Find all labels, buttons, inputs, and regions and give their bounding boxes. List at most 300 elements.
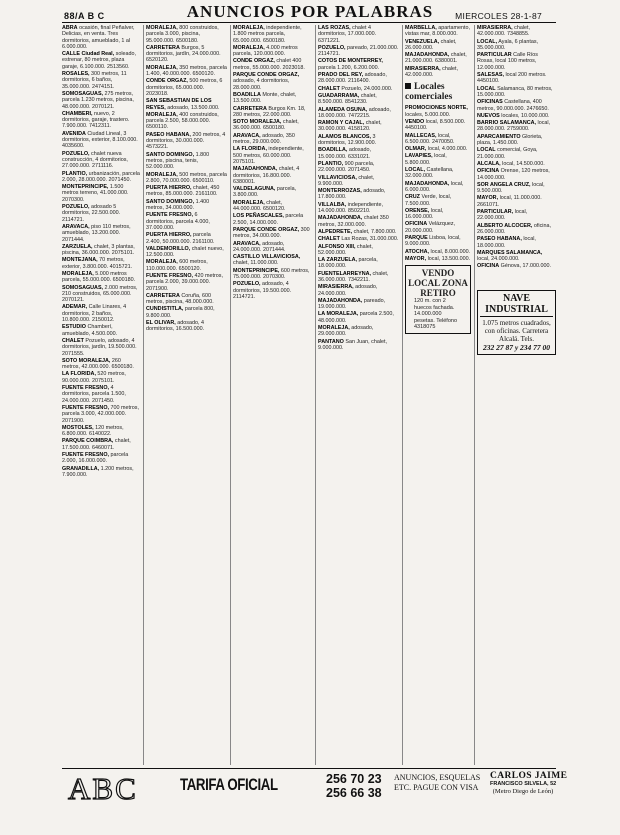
classified-ad <box>405 66 471 79</box>
classified-ad <box>318 72 399 85</box>
column-6-top <box>477 25 556 270</box>
classified-ad <box>318 93 399 106</box>
classified-ad <box>146 273 227 292</box>
vendo-local-title: VENDO LOCAL ZONA RETIRO <box>408 268 468 299</box>
ad-keyword: PUERTA HIERRO, <box>146 232 192 239</box>
ad-text: adosado, 24.000.000. <box>318 284 378 297</box>
classified-ad <box>233 241 312 254</box>
ad-text: Las Rozas, 31.000.000. <box>339 236 399 243</box>
classified-ad <box>233 166 312 185</box>
ad-keyword: ZARZUELA, <box>62 243 93 250</box>
ad-text: Ayala, 6 plantas, 35.000.000. <box>477 38 539 51</box>
ad-text: parcela 2.000, 16.000.000. <box>62 452 129 465</box>
ad-text: 5.000 metros parcela, 55.000.000. 6500180. <box>62 270 136 284</box>
ad-keyword: FUENTELARREYNA, <box>318 270 372 277</box>
ad-keyword: PANTANO <box>318 338 344 345</box>
ad-keyword: CARRETERA <box>146 44 180 51</box>
ad-text: adosado, 24.000.000. 2071444. <box>233 240 286 253</box>
classified-ad <box>233 200 312 213</box>
ad-keyword: ABRA <box>62 25 78 31</box>
ad-keyword: FUENTE FRESNO, <box>62 452 110 458</box>
classified-ad <box>233 92 312 105</box>
classified-ad <box>233 146 312 165</box>
ad-text: local, 22.000.000. <box>477 209 528 222</box>
classified-ad <box>405 249 471 255</box>
classified-ad <box>318 45 399 58</box>
ad-keyword: MONTERROZAS, <box>318 188 362 195</box>
ad-text: adosado, 4 dormitorios, 16.500.000. <box>146 320 205 333</box>
ad-keyword: SANTO DOMINGO, <box>146 151 195 158</box>
ad-text: adosado, 15.000.000. 6331021. <box>318 147 372 160</box>
ad-keyword: ATOCHA, <box>405 248 430 255</box>
ad-text: 260 metros, 42.000.000. 6500180. <box>62 357 134 371</box>
ad-keyword: MARBELLA, <box>405 25 437 31</box>
ad-keyword: POZUELO, <box>318 44 346 51</box>
ad-text: urbanización, parcela 2.000, 28.000.000. 2071450. <box>62 170 140 183</box>
ad-text: adosado 5 dormitorios, 22.500.000. 2114721. <box>62 204 121 223</box>
classified-ad <box>477 168 556 181</box>
ad-text: chalet, 11.000.000. <box>233 260 279 267</box>
classified-ad <box>405 146 471 152</box>
classified-ad <box>146 246 227 259</box>
classified-ad <box>318 120 399 133</box>
footer-note-line-1: ANUNCIOS, ESQUELAS <box>394 773 481 782</box>
ad-keyword: PARTICULAR, <box>477 209 514 216</box>
agency-address: FRANCISCO SILVELA, 52 <box>490 781 557 787</box>
classified-ad <box>62 285 140 304</box>
ad-text: Burgos, 5 dormitorios, jardín, 24.000.000. 6520120. <box>146 44 221 64</box>
classified-ad <box>318 236 399 242</box>
classified-ad <box>318 311 399 324</box>
classified-ad <box>233 106 312 119</box>
ad-keyword: MARQUES SALAMANCA, <box>477 249 543 256</box>
ad-text: Calle Linares, 4 dormitorios, 2 baños, 10.800.000. 2150012. <box>62 304 127 324</box>
ad-text: chalet, 36.000.000. 7342211. <box>318 270 389 283</box>
ad-text: comercial, Goya, 21.000.000. <box>477 147 538 160</box>
ad-text: 300 metros, 11 dormitorios, 6 baños, 35.000.000. 2474151. <box>62 71 127 90</box>
ad-text: 6 dormitorios, parcela 4.000, 37.000.000. <box>146 212 210 231</box>
ad-keyword: SOR ANGELA CRUZ, <box>477 181 531 188</box>
ad-text: local, 9.500.000. <box>477 181 545 195</box>
classified-ad <box>405 256 471 262</box>
ad-text: adosado, 4 dormitorios, 28.000.000. <box>233 78 290 91</box>
ad-text: chalet, 8.500.000. 8541230. <box>318 92 377 106</box>
ad-keyword: CUNDISTITLA, <box>146 306 184 313</box>
ad-text: adosado, 17.800.000. <box>318 188 386 201</box>
ad-text: Chamberí, amueblado, 4.500.000. <box>62 324 118 337</box>
ad-keyword: CHAMBERI, <box>62 110 93 117</box>
ad-keyword: MIRASIERRA, <box>405 65 441 72</box>
ad-text: apartamento, vistas mar, 8.000.000. <box>405 25 471 38</box>
classified-ad <box>62 452 140 465</box>
classified-ad <box>146 320 227 333</box>
ad-keyword: ALCALA, <box>477 160 501 167</box>
ad-keyword: MORALEJA, <box>146 64 178 71</box>
classified-ad <box>62 25 140 50</box>
ad-keyword: CARRETERA <box>146 292 180 299</box>
ad-keyword: GUADARRAMA, <box>318 92 360 99</box>
classified-ad <box>477 25 556 38</box>
ad-keyword: CHALET <box>318 85 340 92</box>
classified-ad <box>405 52 471 65</box>
ad-text: 1.400 metros, 34.000.000. <box>146 198 210 212</box>
ad-keyword: GRANADILLA, <box>62 465 100 472</box>
classified-ad <box>233 119 312 132</box>
ad-keyword: PROMOCIONES NORTE, <box>405 105 468 112</box>
classified-ad <box>405 167 471 180</box>
ad-text: Ciudad Lineal, 3 dormitorios, exterior, 8.100.000. 4035600. <box>62 130 138 150</box>
classified-columns <box>62 25 556 765</box>
classified-ad <box>62 371 140 384</box>
ad-keyword: MAJADAHONDA, <box>318 215 363 222</box>
classified-ad <box>146 212 227 231</box>
ad-keyword: ALFONSO XIII, <box>318 243 356 250</box>
classified-ad <box>318 86 399 92</box>
ad-text: 70 metros, exterior, 3.800.000. 4015721. <box>62 257 133 270</box>
classified-ad <box>318 229 399 235</box>
page-date: MIERCOLES 28-1-87 <box>455 11 542 21</box>
column-divider <box>474 25 475 765</box>
ad-keyword: PARQUE CONDE ORGAZ, <box>233 226 300 233</box>
ad-keyword: MIRASIERRA, <box>477 25 513 31</box>
ad-keyword: VENEZUELA, <box>405 38 440 45</box>
classified-ad <box>405 221 471 234</box>
ad-text: Orense, 120 metros, 14.000.000. <box>477 168 550 181</box>
classified-ad <box>62 151 140 170</box>
ad-keyword: POZUELO, <box>62 150 90 157</box>
ad-keyword: ESTUDIO <box>62 324 86 331</box>
classified-ad <box>405 133 471 146</box>
ad-keyword: MORALEJA, <box>146 259 178 266</box>
classified-ad <box>62 71 140 90</box>
classified-ad <box>62 425 140 438</box>
classified-ad <box>62 358 140 371</box>
ad-text: ocasión, final Peñalver, Delicias, en venta. Tres dormitorios, amueblado, 1 al 6.000.000. <box>62 25 135 50</box>
classified-ad <box>318 284 399 297</box>
ad-keyword: VALDELAGUNA, <box>233 186 276 193</box>
column-4 <box>318 25 399 765</box>
vendo-local-box <box>405 265 471 334</box>
column-divider <box>143 25 144 765</box>
ad-keyword: CHALET <box>318 236 340 243</box>
ad-text: 520 metros, 90.000.000. 2075101. <box>62 371 126 384</box>
page-label: 88/A B C <box>64 11 105 21</box>
ad-text: 3 dormitorios, 12.900.000. <box>318 133 377 147</box>
ad-keyword: ADEMAR, <box>62 304 88 311</box>
classified-ad <box>62 324 140 337</box>
ad-keyword: LAVAPIES, <box>405 153 433 160</box>
footer-phone-1: 256 70 23 <box>326 772 382 786</box>
ad-keyword: MORALEJA, <box>62 270 94 277</box>
ad-keyword: VENDO <box>405 118 425 125</box>
classified-ad <box>146 185 227 198</box>
ad-text: Verde, local, 7.500.000. <box>405 194 452 207</box>
classified-ad <box>62 271 140 284</box>
section-title: ANUNCIOS POR PALABRAS <box>186 2 434 21</box>
ad-keyword: ALAMOS BLANCOS, <box>318 133 372 140</box>
classified-ad <box>146 293 227 306</box>
ad-text: chalet, 42.000.000. 7348855. <box>477 25 531 38</box>
ad-text: local, 4.000.000. <box>426 146 468 153</box>
ad-keyword: SOTO MORALEJA, <box>62 357 111 364</box>
classified-ad <box>146 152 227 171</box>
ad-text: Coruña, 600 metros, piscina, 48.000.000. <box>146 292 214 306</box>
ad-text: independiente, 14.000.000. 8502210. <box>318 201 384 215</box>
ad-text: 600 metros, 110.000.000. 6500120. <box>146 259 208 272</box>
ad-text: local, 18.000.000. <box>477 236 536 249</box>
classified-ad <box>62 338 140 357</box>
classified-ad <box>233 45 312 58</box>
column-divider <box>402 25 403 765</box>
ad-keyword: OFICINA <box>477 263 500 270</box>
classified-ad <box>405 25 471 38</box>
ad-text: chalet, 52.000.000. <box>318 243 373 256</box>
classified-ad <box>477 113 556 119</box>
nave-body: 1.075 metros cuadrados, con oficinas. Carretera Alcalá. Tels. <box>482 319 551 343</box>
classified-ad <box>62 131 140 150</box>
ad-keyword: POZUELO, <box>233 281 261 288</box>
classified-ad <box>233 58 312 71</box>
classified-ad <box>318 339 399 352</box>
ad-keyword: MAJADAHONDA, <box>405 180 450 187</box>
ad-keyword: VALDEMORILLO, <box>146 245 191 252</box>
classified-ad <box>62 171 140 184</box>
ad-text: adosado, 350 metros, 29.000.000. <box>233 132 295 146</box>
ad-text: Salamanca, 80 metros, 15.000.000. <box>477 85 553 98</box>
ad-text: parcela 2.400, 50.000.000. 2161100. <box>146 232 215 245</box>
ad-text: local, 8.500.000. 4450100. <box>405 118 466 132</box>
classified-ad <box>233 268 312 281</box>
classified-ad <box>318 58 399 71</box>
ad-keyword: PLANTIO, <box>62 170 88 177</box>
classified-ad <box>477 147 556 160</box>
ad-keyword: ROSALES, <box>62 71 90 78</box>
classified-ad <box>233 281 312 300</box>
classified-ad <box>233 72 312 91</box>
classified-ad <box>146 78 227 97</box>
classified-ad <box>146 172 227 185</box>
ad-text: parcela 1.200, 6.200.000. <box>318 64 380 71</box>
ad-keyword: CASTILLO VILLAVICIOSA, <box>233 254 301 261</box>
classified-ad <box>477 182 556 195</box>
classified-ad <box>477 120 556 133</box>
column-5-top <box>405 25 471 78</box>
ad-keyword: SANTO DOMINGO, <box>146 198 195 205</box>
ad-text: 200 metros, 4 dormitorios, 30.000.000. 4573221. <box>146 131 226 151</box>
ad-keyword: BARRIO SALAMANCA, <box>477 120 536 127</box>
ad-keyword: PARQUE COIMBRA, <box>62 438 114 445</box>
classified-ad <box>477 223 556 236</box>
nave-phones: 232 27 87 y 234 77 00 <box>482 343 551 352</box>
classified-ad <box>146 199 227 212</box>
classified-ad <box>233 25 312 44</box>
tarifa-oficial: TARIFA OFICIAL <box>180 775 278 794</box>
classified-ad <box>477 52 556 71</box>
ad-text: parcela, 3.800.000. <box>233 186 297 199</box>
ad-text: chalet nuevo, 12.500.000. <box>146 245 224 259</box>
ad-keyword: RAMON Y CAJAL, <box>318 120 365 127</box>
classified-ad <box>62 204 140 223</box>
ad-text: adosado, 29.000.000. <box>318 325 374 338</box>
ad-keyword: MONTEJANA, <box>62 257 98 264</box>
ad-keyword: AVENIDA <box>62 130 86 137</box>
ad-text: chalet, 7.800.000. <box>352 228 397 235</box>
classified-ad <box>318 257 399 270</box>
ad-keyword: MORALEJA, <box>233 44 265 51</box>
classified-ad <box>318 244 399 257</box>
ad-keyword: PRADO DEL REY, <box>318 72 364 79</box>
ad-keyword: OFICINAS <box>477 99 503 106</box>
classified-ad <box>477 86 556 99</box>
ad-keyword: MORALEJA, <box>233 199 265 206</box>
ad-text: oficina, 26.000.000. <box>477 222 551 235</box>
column-divider <box>315 25 316 765</box>
ad-keyword: MAJADAHONDA, <box>318 297 363 304</box>
abc-logo: ABC <box>68 771 138 806</box>
classified-ad <box>318 202 399 215</box>
ad-text: 400 construidos, parcela 2.500, 58.000.000. 6500110. <box>146 111 219 131</box>
ad-keyword: MIRASIERRA, <box>318 284 354 291</box>
classified-ad <box>477 99 556 112</box>
ad-text: local, 13.500.000. <box>426 255 471 262</box>
classified-ad <box>405 39 471 52</box>
classified-ad <box>62 385 140 404</box>
classified-ad <box>233 186 312 199</box>
ad-keyword: OFICINA <box>405 221 428 228</box>
classified-ad <box>318 147 399 160</box>
ad-keyword: CARRETERA <box>233 105 267 112</box>
ad-keyword: LA FLORIDA, <box>233 146 267 153</box>
ad-keyword: LA ZARZUELA, <box>318 257 358 264</box>
ad-keyword: FUENTE FRESNO, <box>62 404 110 411</box>
classified-ad <box>146 45 227 64</box>
ad-text: 500 metros, 6 dormitorios, 65.000.000. 2023018. <box>146 78 223 97</box>
ad-text: 4.000 metros parcela, 120.000.000. <box>233 44 298 58</box>
ad-text: Burgos Km. 18, 280 metros, 22.000.000. <box>233 105 306 118</box>
ad-text: pareado, 19.000.000. <box>318 297 386 311</box>
ad-text: adosado, 28.000.000. 2116400. <box>318 72 387 85</box>
ad-text: locales, 5.000.000. <box>405 111 451 118</box>
classified-ad <box>62 244 140 257</box>
ad-text: soleado, estrenar, 80 metros, plaza garaje, 6.100.000. 2513560. <box>62 51 137 70</box>
classified-ad <box>146 112 227 131</box>
ad-keyword: MONTEPRINCIPE, <box>62 184 109 191</box>
ad-text: Pozuelo, 24.000.000. <box>339 85 393 92</box>
ad-text: chalet, 9.900.000. <box>318 174 375 187</box>
ad-text: chalet, 44.000.000. 6500120. <box>233 199 286 213</box>
section-heading-locales: Locales comerciales <box>405 82 453 103</box>
classified-ad <box>318 25 399 44</box>
ad-keyword: CALLE Ciudad Real, <box>62 51 115 58</box>
classified-ad <box>146 306 227 319</box>
ad-text: local, 24.000.000. <box>477 256 520 263</box>
ad-keyword: SALESAS, <box>477 72 504 79</box>
ad-keyword: PARTICULAR <box>477 52 512 59</box>
nave-industrial-ad <box>477 287 556 358</box>
ad-text: chalet 4 dormitorios, 17.000.000. 6371221. <box>318 25 377 44</box>
ad-text: local, 8.000.000. <box>429 248 471 255</box>
square-bullet-icon <box>405 83 411 89</box>
agency-metro: (Metro Diego de León) <box>492 788 554 795</box>
ad-keyword: LA FLORIDA, <box>62 371 96 378</box>
ad-keyword: ALPEDRETE, <box>318 228 353 235</box>
classified-ad <box>477 195 556 208</box>
ad-keyword: COTOS DE MONTERREY, <box>318 58 383 65</box>
classified-ad <box>318 134 399 147</box>
ad-text: adosado, 18.000.000. 7472215. <box>318 106 391 119</box>
classified-ad <box>477 134 556 147</box>
ad-text: chalet, 30.000.000. 4158120. <box>318 120 382 133</box>
ad-keyword: APARCAMIENTO <box>477 133 521 140</box>
classified-ad <box>318 175 399 188</box>
classified-ad <box>62 304 140 323</box>
ad-keyword: PASEO HABANA, <box>477 236 522 243</box>
classified-ad <box>62 184 140 203</box>
ad-keyword: PASEO HABANA, <box>146 131 191 138</box>
classified-ad <box>318 215 399 228</box>
ad-text: 2.000 metros, 210 construidos, 65.000.000. 2070121. <box>62 284 138 304</box>
classified-ad <box>477 72 556 85</box>
ad-keyword: OLMAR, <box>405 146 427 153</box>
ad-text: local, 11.000.000. 2661071. <box>477 195 542 208</box>
ad-text: independiente, 500 metros, 60.000.000. 2075101. <box>233 146 304 165</box>
footer-banner <box>62 768 568 806</box>
ad-text: 350 metros, parcela 1.400, 40.000.000. 6500120. <box>146 64 227 78</box>
ad-keyword: NUEVOS <box>477 112 500 119</box>
classified-ad <box>62 466 140 479</box>
ad-text: Pozuelo, adosado, 4 dormitorios, jardín, 19.500.000. 2071555. <box>62 337 137 357</box>
ad-text: chalet, 42.000.000. <box>405 65 459 79</box>
classified-ad <box>62 224 140 243</box>
column-6 <box>477 25 556 765</box>
ad-text: Castellana, 400 metros, 90.000.000. 2476650. <box>477 99 549 112</box>
ad-text: local, 14.500.000. <box>500 160 545 167</box>
ad-keyword: MOSTOLES, <box>62 424 94 431</box>
classified-ad <box>405 181 471 194</box>
ad-text: parcela 800, 9.800.000. <box>146 306 215 319</box>
agency-block <box>490 771 568 795</box>
ad-keyword: FUENTE FRESNO, <box>146 212 194 219</box>
classified-ad <box>233 227 312 240</box>
ad-text: 600 metros, 75.000.000. 2070300. <box>233 267 310 280</box>
ad-keyword: BOADILLA <box>233 91 261 98</box>
column-3 <box>233 25 312 765</box>
classified-ad <box>318 298 399 311</box>
ad-keyword: MAJADAHONDA, <box>405 52 450 59</box>
ad-keyword: VILLALBA, <box>318 201 347 208</box>
ad-text: Génova, 17.000.000. <box>499 263 552 270</box>
ad-keyword: MALLECAS, <box>405 132 437 139</box>
ad-text: local, 28.000.000. 2759000. <box>477 120 551 133</box>
vendo-local-body: 120 m. con 2 huecos fachada. 14.000.000 pesetas. Teléfono 4318075 <box>414 298 458 331</box>
ad-keyword: EL OLIVAR, <box>146 320 176 327</box>
ad-text: local, 16.000.000. <box>405 207 444 221</box>
ad-text: 4 dormitorios, parcela 1.500, 24.000.000. 2071450. <box>62 385 126 404</box>
ad-text: adosado, 13.500.000. <box>165 104 220 111</box>
ad-text: pareado, 21.000.000. 2114721. <box>318 44 399 58</box>
classified-ad <box>477 39 556 52</box>
classified-ad <box>477 263 556 269</box>
ad-text: piso 110 metros, amueblado, 13.200.000. 2071444. <box>62 223 131 243</box>
ad-keyword: FUENTE FRESNO, <box>62 385 110 392</box>
ad-text: parcela 2.500, 14.000.000. <box>233 213 304 226</box>
ad-text: independiente, 1.800 metros parcela, 65.000.000. 6500180. <box>233 25 302 44</box>
ad-keyword: MORALEJA, <box>146 25 178 31</box>
ad-keyword: PUERTA HIERRO, <box>146 185 192 192</box>
classified-ad <box>146 98 227 111</box>
ad-text: chalet, 36.000.000. 6500180. <box>233 119 299 132</box>
classified-ad <box>318 271 399 284</box>
